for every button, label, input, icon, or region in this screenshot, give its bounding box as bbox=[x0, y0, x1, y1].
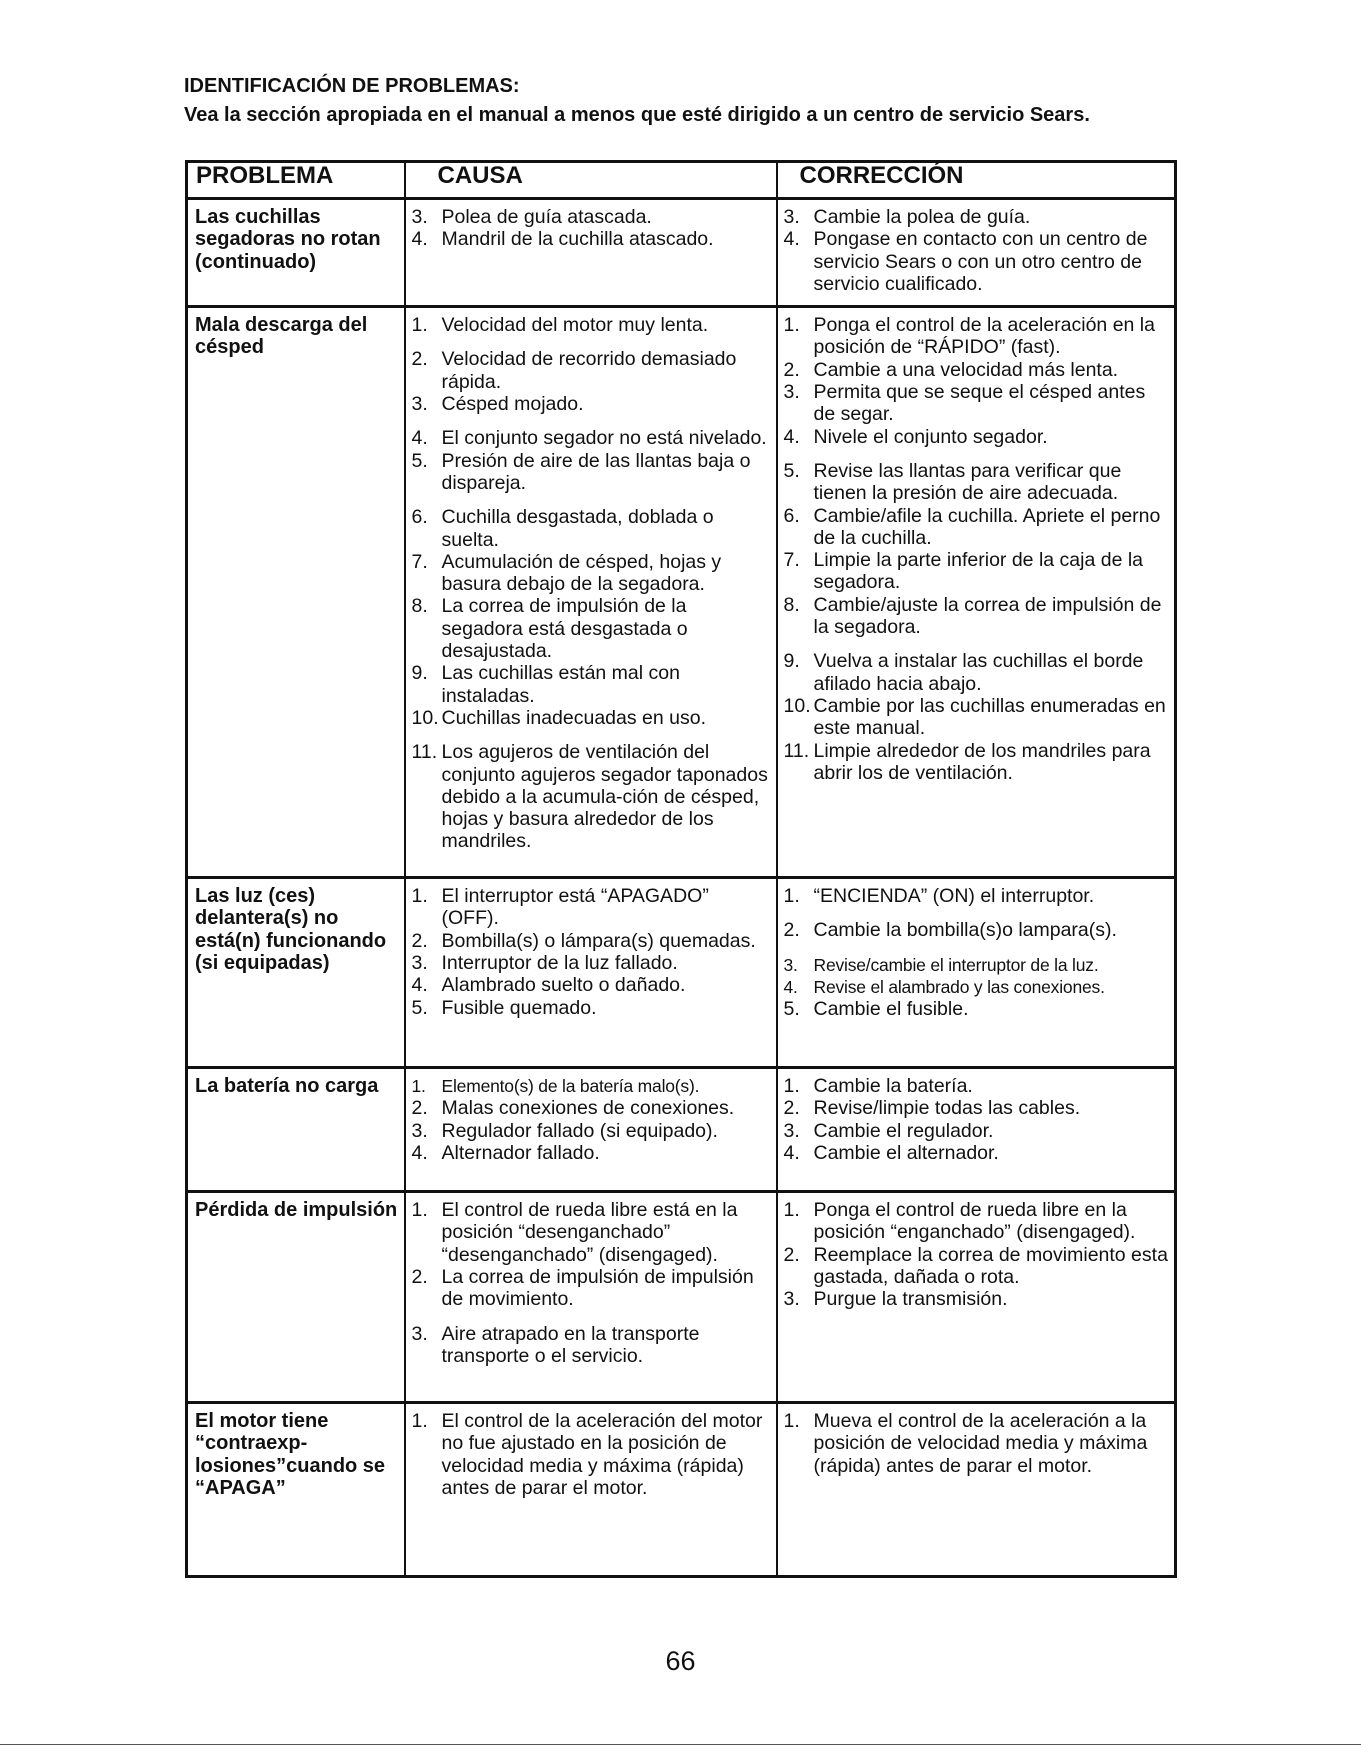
correction-item: 2. Cambie la bombilla(s)o lampara(s). bbox=[783, 919, 1117, 942]
correction-cell bbox=[777, 1192, 1176, 1403]
correction-item: 4. Cambie el alternador. bbox=[783, 1142, 999, 1165]
cause-item: 10. Cuchillas inadecuadas en uso. bbox=[411, 706, 707, 729]
cause-item: 1. Elemento(s) de la batería malo(s). bbox=[411, 1076, 700, 1097]
correction-cell bbox=[777, 1403, 1176, 1577]
correction-item: 5. Cambie el fusible. bbox=[783, 998, 969, 1021]
cause-cell bbox=[405, 1068, 777, 1192]
cause-item: 5. Presión de aire de las llantas baja o dispareja. bbox=[411, 449, 751, 494]
correction-item: 3. Purgue la transmisión. bbox=[783, 1288, 1008, 1311]
cause-item: 4. Alternador fallado. bbox=[411, 1142, 600, 1165]
cause-item: 1. Velocidad del motor muy lenta. bbox=[411, 314, 709, 337]
page-number: 66 bbox=[665, 1646, 696, 1676]
cause-item: 3. Regulador fallado (si equipado). bbox=[411, 1119, 718, 1142]
correction-item: 11. Limpie alrededor de los mandriles para abrir los de ventilación. bbox=[783, 739, 1151, 784]
header-problem: PROBLEMA bbox=[187, 162, 405, 199]
correction-item: 3. Permita que se seque el césped antes de segar. bbox=[783, 381, 1146, 426]
correction-item: 2. Revise/limpie todas las cables. bbox=[783, 1097, 1081, 1120]
correction-item: 1. Mueva el control de la aceleración a la posición de velocidad media y máxima (rápida) antes de parar el motor. bbox=[783, 1410, 1148, 1477]
problem-cell: Las cuchillas segadoras no rotan (continuado) bbox=[187, 199, 405, 307]
cause-item: 9. Las cuchillas están mal con instaladas. bbox=[411, 662, 680, 707]
cause-item: 7. Acumulación de césped, hojas y basura debajo de la segadora. bbox=[411, 550, 722, 596]
cause-item: 4. Alambrado suelto o dañado. bbox=[411, 974, 686, 997]
problem-cell: La batería no carga bbox=[187, 1068, 405, 1192]
correction-item: 3. Cambie el regulador. bbox=[783, 1119, 994, 1142]
table-row bbox=[187, 878, 1176, 1068]
table-row bbox=[187, 199, 1176, 307]
section-heading: IDENTIFICACIÓN DE PROBLEMAS: bbox=[184, 75, 520, 97]
section-subheading: Vea la sección apropiada en el manual a menos que esté dirigido a un centro de servicio Sears. bbox=[184, 104, 1090, 126]
correction-item: 4. Pongase en contacto con un centro de servicio Sears o con un otro centro de servicio cualificado. bbox=[783, 228, 1148, 295]
correction-item: 3. Revise/cambie el interruptor de la luz. bbox=[783, 954, 1099, 975]
correction-item: 2. Reemplace la correa de movimiento esta gastada, dañada o rota. bbox=[783, 1243, 1168, 1289]
cause-item: 2. Malas conexiones de conexiones. bbox=[411, 1097, 735, 1120]
correction-item: 10. Cambie por las cuchillas enumeradas en este manual. bbox=[783, 694, 1166, 740]
correction-item: 8. Cambie/ajuste la correa de impulsión de la segadora. bbox=[783, 593, 1162, 639]
correction-item: 1. “ENCIENDA” (ON) el interruptor. bbox=[783, 885, 1095, 908]
correction-item: 6. Cambie/afile la cuchilla. Apriete el perno de la cuchilla. bbox=[783, 504, 1161, 549]
correction-item: 5. Revise las llantas para verificar que tienen la presión de aire adecuada. bbox=[783, 459, 1122, 505]
correction-item: 3. Cambie la polea de guía. bbox=[783, 206, 1031, 228]
correction-item: 7. Limpie la parte inferior de la caja de la segadora. bbox=[783, 549, 1144, 594]
correction-item: 1. Ponga el control de rueda libre en la posición “enganchado” (disengaged). bbox=[783, 1199, 1136, 1244]
cause-item: 4. Mandril de la cuchilla atascado. bbox=[411, 228, 714, 251]
cause-item: 8. La correa de impulsión de la segadora está desgastada o desajustada. bbox=[411, 595, 688, 663]
correction-cell bbox=[777, 199, 1176, 307]
cause-item: 4. El conjunto segador no está nivelado. bbox=[411, 427, 767, 450]
correction-item: 2. Cambie a una velocidad más lenta. bbox=[783, 358, 1119, 381]
table-row bbox=[187, 1068, 1176, 1192]
table-row bbox=[187, 1403, 1176, 1577]
cause-item: 2. La correa de impulsión de impulsión de movimiento. bbox=[411, 1266, 754, 1311]
cause-cell bbox=[405, 307, 777, 878]
problem-cell: Mala descarga del césped bbox=[187, 307, 405, 878]
header-correction: CORRECCIÓN bbox=[777, 162, 1176, 199]
cause-item: 3. Aire atrapado en la transporte transporte o el servicio. bbox=[411, 1322, 700, 1367]
correction-cell bbox=[777, 878, 1176, 1068]
table-header-row bbox=[187, 162, 1176, 199]
correction-item: 1. Ponga el control de la aceleración en la posición de “RÁPIDO” (fast). bbox=[783, 314, 1155, 359]
troubleshooting-table bbox=[185, 160, 1177, 1578]
cause-cell bbox=[405, 1192, 777, 1403]
cause-item: 1. El interruptor está “APAGADO” (OFF). bbox=[411, 885, 709, 930]
correction-item: 4. Nivele el conjunto segador. bbox=[783, 425, 1048, 448]
correction-cell bbox=[777, 307, 1176, 878]
cause-item: 3. Polea de guía atascada. bbox=[411, 206, 652, 228]
cause-item: 3. Césped mojado. bbox=[411, 393, 584, 416]
cause-cell bbox=[405, 199, 777, 307]
header-cause: CAUSA bbox=[405, 162, 777, 199]
cause-cell bbox=[405, 878, 777, 1068]
cause-item: 2. Bombilla(s) o lámpara(s) quemadas. bbox=[411, 929, 756, 952]
correction-cell bbox=[777, 1068, 1176, 1192]
problem-cell: Las luz (ces) delantera(s) no está(n) funcionando (si equipadas) bbox=[187, 878, 405, 1068]
correction-item: 1. Cambie la batería. bbox=[783, 1075, 973, 1098]
cause-item: 6. Cuchilla desgastada, doblada o suelta. bbox=[411, 506, 714, 551]
problem-cell: Pérdida de impulsión bbox=[187, 1192, 405, 1403]
table-row bbox=[187, 1192, 1176, 1403]
cause-item: 3. Interruptor de la luz fallado. bbox=[411, 952, 678, 975]
cause-item: 11. Los agujeros de ventilación del conjunto agujeros segador taponados debido a la acumula-ción de césped, hojas y basura alrededor de los mandriles. bbox=[411, 741, 768, 853]
problem-cell: El motor tiene “contraexp-losiones”cuando se “APAGA” bbox=[187, 1403, 405, 1577]
table-row bbox=[187, 307, 1176, 878]
correction-item: 9. Vuelva a instalar las cuchillas el borde afilado hacia abajo. bbox=[783, 650, 1144, 695]
cause-item: 5. Fusible quemado. bbox=[411, 996, 597, 1019]
cause-cell bbox=[405, 1403, 777, 1577]
cause-item: 1. El control de la aceleración del motor no fue ajustado en la posición de velocidad media y máxima (rápida) antes de parar el motor. bbox=[411, 1410, 763, 1500]
correction-item: 4. Revise el alambrado y las conexiones. bbox=[783, 977, 1105, 998]
footer-rule bbox=[0, 1744, 1361, 1745]
cause-item: 1. El control de rueda libre está en la posición “desenganchado” “desenganchado” (disengaged). bbox=[411, 1199, 738, 1266]
cause-item: 2. Velocidad de recorrido demasiado rápida. bbox=[411, 348, 737, 393]
